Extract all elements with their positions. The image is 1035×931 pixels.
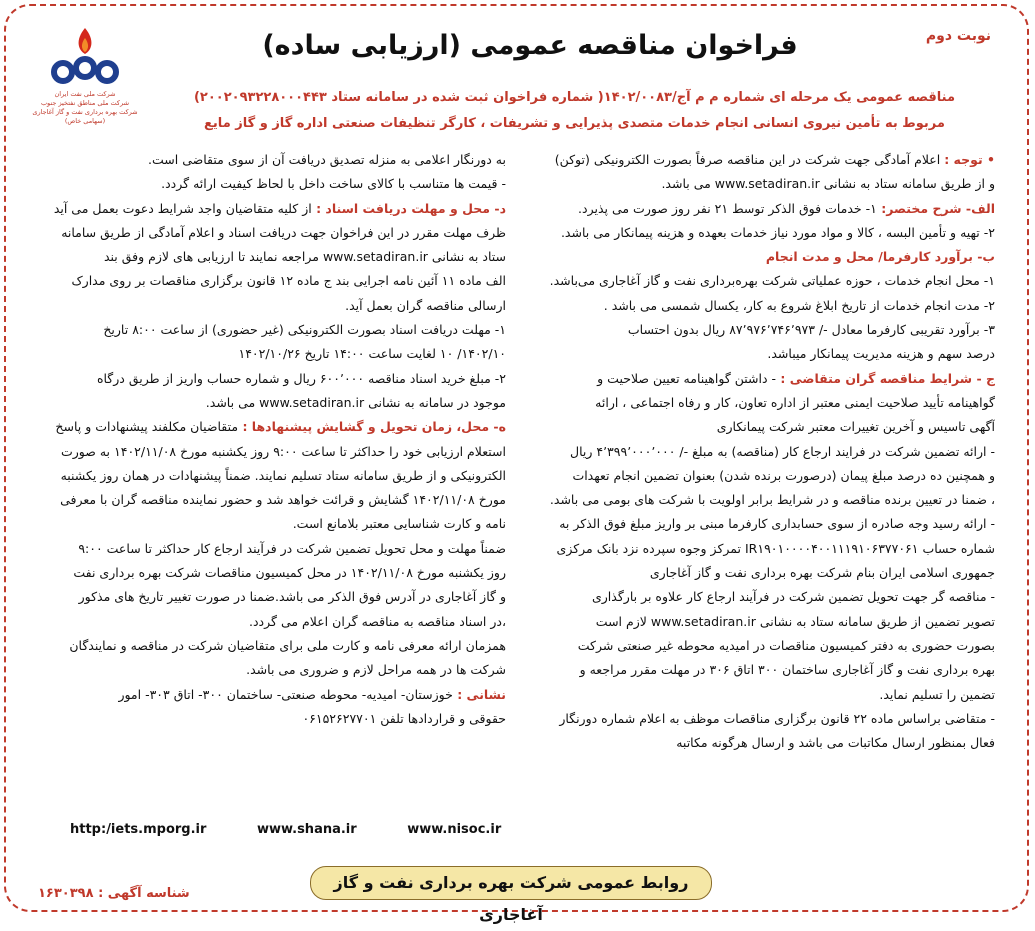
- left-column-heading: ه- محل، زمان تحویل و گشایش پیشنهادها :: [238, 419, 506, 435]
- left-column-line: [28, 391, 506, 415]
- left-column-line: [28, 172, 506, 196]
- right-column-line: [517, 197, 995, 221]
- right-column-line: [517, 464, 995, 488]
- left-column-text: ستاد به نشانی www.setadiran.ir مراجعه نمایند تا ارزیابی های لازم وفق بند: [103, 249, 506, 265]
- right-column-line: [517, 221, 995, 245]
- right-column-text: شماره حساب IR۱۹۰۱۰۰۰۰۴۰۰۱۱۱۹۱۰۶۳۷۷۰۶۱ تمرکز وجوه سپرده نزد بانک مرکزی: [556, 540, 995, 556]
- tender-number-line: مناقصه عمومی یک مرحله ای شماره م م آج/۱۴۰۲/۰۰۸۳( شماره فراخوان ثبت شده در سامانه ستاد ۲۰۰۲۰۹۳۲۲۸۰۰۰۴۴۳): [193, 90, 956, 105]
- right-column-heading: • توجه :: [944, 152, 995, 167]
- left-column-text: الکترونیکی و از طریق سامانه ستاد تسلیم نمایند. ضمناً پیشنهادات در همان روز یکشنبه: [60, 467, 506, 483]
- right-column-heading: ب- برآورد کارفرما/ محل و مدت انجام: [765, 249, 995, 265]
- company-logo: [24, 24, 146, 126]
- left-column-text: مورخ ۱۴۰۲/۱۱/۰۸ گشایش و قرائت خواهد شد و حضور نماینده مناقصه گران با معرفی: [60, 492, 506, 508]
- right-column-line: [517, 561, 995, 585]
- right-column-line: [517, 172, 995, 196]
- right-column-text: تضمین را تسلیم نماید.: [879, 686, 995, 702]
- right-column-text: ۳- برآورد تقریبی کارفرما معادل -/ ۸۷٬۹۷۶٬۷۴۶٬۹۷۳ ریال بدون احتساب: [627, 322, 995, 338]
- right-column-text: جمهوری اسلامی ایران بنام شرکت بهره برداری نفت و گاز آغاجاری: [649, 565, 995, 581]
- right-column-text: ، ضمنا در تعیین برنده مناقصه و در شرایط برابر اولویت با شرکت های بومی می باشد.: [549, 492, 995, 508]
- link-nisoc[interactable]: www.nisoc.ir: [407, 822, 502, 837]
- right-column-text: فعال بمنظور ارسال مکاتبات می باشد و ارسال هرگونه مکاتبه: [676, 735, 995, 751]
- right-column-text: ۲- مدت انجام خدمات از تاریخ ابلاغ شروع به کار، یکسال شمسی می باشد .: [603, 297, 995, 313]
- left-column-text: از کلیه متقاضیان واجد شرایط دعوت بعمل می آید: [53, 200, 312, 216]
- right-column-text: بصورت حضوری به دفتر کمیسیون مناقصات در امیدیه محوطه غیر صنعتی شرکت: [577, 637, 995, 653]
- right-column-line: [517, 148, 995, 172]
- left-column-line: [28, 585, 506, 609]
- left-column-text: موجود در سامانه به نشانی www.setadiran.ir می باشد.: [205, 394, 506, 410]
- round-label: نوبت دوم: [925, 28, 991, 44]
- right-column-line: [517, 537, 995, 561]
- right-column-line: [517, 342, 995, 366]
- left-column-text: متقاضیان مکلفند پیشنهادات و پاسخ: [55, 419, 239, 435]
- right-column-line: [517, 707, 995, 731]
- left-column-text: به دورنگار اعلامی به منزله تصدیق دریافت آن از سوی متقاضی است.: [148, 152, 506, 167]
- left-column-heading: د- محل و مهلت دریافت اسناد :: [311, 200, 506, 216]
- right-column-line: [517, 512, 995, 536]
- right-column-text: - مناقصه گر جهت تحویل تضمین شرکت در فرآیند ارجاع کار علاوه بر بارگذاری: [591, 589, 995, 605]
- right-column-text: و از طریق سامانه ستاد به نشانی www.setadiran.ir می باشد.: [661, 176, 995, 192]
- left-column-line: [28, 464, 506, 488]
- right-column-text: - ارائه تضمین شرکت در فرایند ارجاع کار (مناقصه) به مبلغ -/ ۴٬۳۹۹٬۰۰۰٬۰۰۰ ریال: [569, 443, 995, 459]
- logo-caption-3: شرکت بهره برداری نفت و گاز آغاجاری: [32, 108, 138, 116]
- right-column-line: [517, 245, 995, 269]
- right-column-line: [517, 440, 995, 464]
- logo-caption-4: (سهامی خاص): [64, 117, 106, 125]
- right-column-text: - متقاضی براساس ماده ۲۲ قانون برگزاری مناقصات موظف به اعلام شماره دورنگار: [559, 710, 995, 726]
- right-column-line: [517, 367, 995, 391]
- link-shana[interactable]: www.shana.ir: [256, 822, 357, 837]
- right-column-heading: الف- شرح مختصر:: [876, 200, 995, 216]
- right-column-text: آگهی تاسیس و آخرین تغییرات معتبر شرکت پیمانکاری: [716, 419, 995, 435]
- left-column: [28, 148, 506, 731]
- left-column-text: حقوقی و قراردادها تلفن ۰۶۱۵۲۶۲۷۷۰۱: [302, 710, 506, 726]
- right-column-text: درصد سهم و هزینه مدیریت پیمانکار میباشد.: [767, 346, 995, 362]
- left-column-line: [28, 440, 506, 464]
- left-column-line: [28, 561, 506, 585]
- left-column-line: [28, 294, 506, 318]
- left-column-text: شرکت ها در همه مراحل لازم و ضروری می باشد.: [246, 662, 506, 678]
- left-column-text: ۱- مهلت دریافت اسناد بصورت الکترونیکی (غیر حضوری) از ساعت ۸:۰۰ تاریخ: [103, 322, 506, 338]
- right-column-line: [517, 391, 995, 415]
- right-column-line: [517, 634, 995, 658]
- left-column-line: [28, 367, 506, 391]
- logo-caption-2: شرکت ملی مناطق نفتخیز جنوب: [40, 99, 130, 107]
- public-relations-banner: روابط عمومی شرکت بهره برداری نفت و گاز آغاجاری: [310, 866, 712, 900]
- left-column-text: همزمان ارائه معرفی نامه و کارت ملی برای متقاضیان شرکت در مناقصه و نمایندگان: [69, 637, 506, 653]
- right-column-text: گواهینامه تأیید صلاحیت ایمنی معتبر از اداره تعاون، کار و رفاه اجتماعی ، ارائه: [595, 394, 995, 410]
- right-column-line: [517, 294, 995, 318]
- left-column-text: ۲- مبلغ خرید اسناد مناقصه ۶۰۰٬۰۰۰ ریال و شماره حساب واریز از طریق درگاه: [96, 370, 506, 386]
- left-column-line: [28, 342, 506, 366]
- right-column-line: [517, 731, 995, 755]
- right-column-text: ۱- خدمات فوق الذکر توسط ۲۱ نفر روز صورت می پذیرد.: [578, 200, 877, 216]
- right-column-text: تصویر تضمین از طریق سامانه ستاد به نشانی www.setadiran.ir لازم است: [595, 613, 995, 629]
- right-column-heading: ج - شرایط مناقصه گران متقاضی :: [776, 370, 995, 386]
- right-column-line: [517, 415, 995, 439]
- right-column-line: [517, 585, 995, 609]
- tender-subject-line: مربوط به تأمین نیروی انسانی انجام خدمات متصدی پذیرایی و تشریفات ، کارگر تنظیفات صنعتی اداره گاز و گاز مایع: [204, 116, 945, 131]
- left-column-line: [28, 318, 506, 342]
- left-column-line: [28, 269, 506, 293]
- left-column-line: [28, 415, 506, 439]
- left-column-line: [28, 245, 506, 269]
- right-column-text: ۱- محل انجام خدمات ، حوزه عملیاتی شرکت بهره‌برداری نفت و گاز آغاجاری می‌باشد.: [549, 273, 995, 289]
- left-column-line: [28, 488, 506, 512]
- left-column-line: [28, 537, 506, 561]
- right-column-text: ۲- تهیه و تأمین البسه ، کالا و مواد مورد نیاز خدمات بعهده و هزینه پیمانکار می باشد.: [560, 224, 995, 240]
- left-column-text: ظرف مهلت مقرر در این فراخوان جهت دریافت اسناد و اعلام آمادگی از طریق سامانه: [61, 224, 506, 240]
- left-column-line: [28, 221, 506, 245]
- left-column-text: روز یکشنبه مورخ ۱۴۰۲/۱۱/۰۸ در محل کمیسیون مناقصات شرکت بهره برداری نفت: [73, 565, 506, 581]
- left-column-text: استعلام ارزیابی خود را حداکثر تا ساعت ۹:۰۰ روز یکشنبه مورخ ۱۴۰۲/۱۱/۰۸ به صورت: [61, 443, 506, 459]
- left-column-text: و گاز آغاجاری در آدرس فوق الذکر می باشد.ضمنا در صورت تغییر تاریخ های مذکور: [78, 589, 506, 605]
- right-column-line: [517, 683, 995, 707]
- right-column-text: - ارائه رسید وجه صادره از سوی حسابداری کارفرما مبنی بر واریز مبلغ فوق الذکر به: [559, 516, 995, 532]
- left-column-text: ۱۴۰۲/۱۰/ ۱۰ لغایت ساعت ۱۴:۰۰ تاریخ ۱۴۰۲/۱۰/۲۶: [238, 346, 506, 362]
- left-column-text: خوزستان- امیدیه- محوطه صنعتی- ساختمان ۳۰۰- اتاق ۳۰۳- امور: [118, 686, 453, 702]
- links-row: [70, 822, 547, 837]
- left-column-heading: نشانی :: [452, 686, 506, 702]
- nioc-flame-logo-icon: [45, 24, 125, 90]
- right-column-text: اعلام آمادگی جهت شرکت در این مناقصه صرفاً بصورت الکترونیکی (توکن): [554, 152, 945, 167]
- right-column: [517, 148, 995, 755]
- left-column-line: [28, 707, 506, 731]
- page-title: فراخوان مناقصه عمومی (ارزیابی ساده): [262, 30, 798, 61]
- right-column-text: بهره برداری نفت و گاز آغاجاری ساختمان ۳۰۰ اتاق ۳۰۶ در مهلت مقرر مراجعه و: [579, 662, 995, 678]
- left-column-line: [28, 197, 506, 221]
- left-column-text: ضمناً مهلت و محل تحویل تضمین شرکت در فرآیند ارجاع کار حداکثر تا ساعت ۹:۰۰: [78, 540, 506, 556]
- left-column-line: [28, 634, 506, 658]
- right-column-line: [517, 488, 995, 512]
- right-column-line: [517, 658, 995, 682]
- right-column-line: [517, 269, 995, 293]
- left-column-line: [28, 512, 506, 536]
- right-column-line: [517, 318, 995, 342]
- left-column-line: [28, 683, 506, 707]
- left-column-text: - قیمت ها متناسب با کالای ساخت داخل با لحاظ کیفیت ارائه گردد.: [161, 176, 506, 192]
- logo-caption-1: شرکت ملی نفت ایران: [54, 90, 116, 98]
- right-column-line: [517, 610, 995, 634]
- left-column-text: ارسالی مناقصه گران بعمل آید.: [345, 297, 506, 313]
- left-column-line: [28, 148, 506, 172]
- left-column-text: نامه و کارت شناسایی معتبر بلامانع است.: [292, 516, 506, 532]
- right-column-text: - داشتن گواهینامه تعیین صلاحیت و: [597, 370, 777, 386]
- link-iets[interactable]: http:/iets.mporg.ir: [70, 822, 207, 837]
- left-column-line: [28, 658, 506, 682]
- left-column-line: [28, 610, 506, 634]
- left-column-text: ،در اسناد مناقصه به مناقصه گران اعلام می گردد.: [249, 613, 506, 629]
- ad-identifier: شناسه آگهی : ۱۶۳۰۳۹۸: [38, 886, 190, 901]
- left-column-text: الف ماده ۱۱ آئین نامه اجرایی بند ج ماده ۱۲ قانون برگزاری مناقصات بر روی مدارک: [71, 273, 506, 289]
- right-column-text: و همچنین ده درصد مبلغ پیمان (درصورت برنده شدن) بعنوان تضمین انجام تعهدات: [572, 467, 995, 483]
